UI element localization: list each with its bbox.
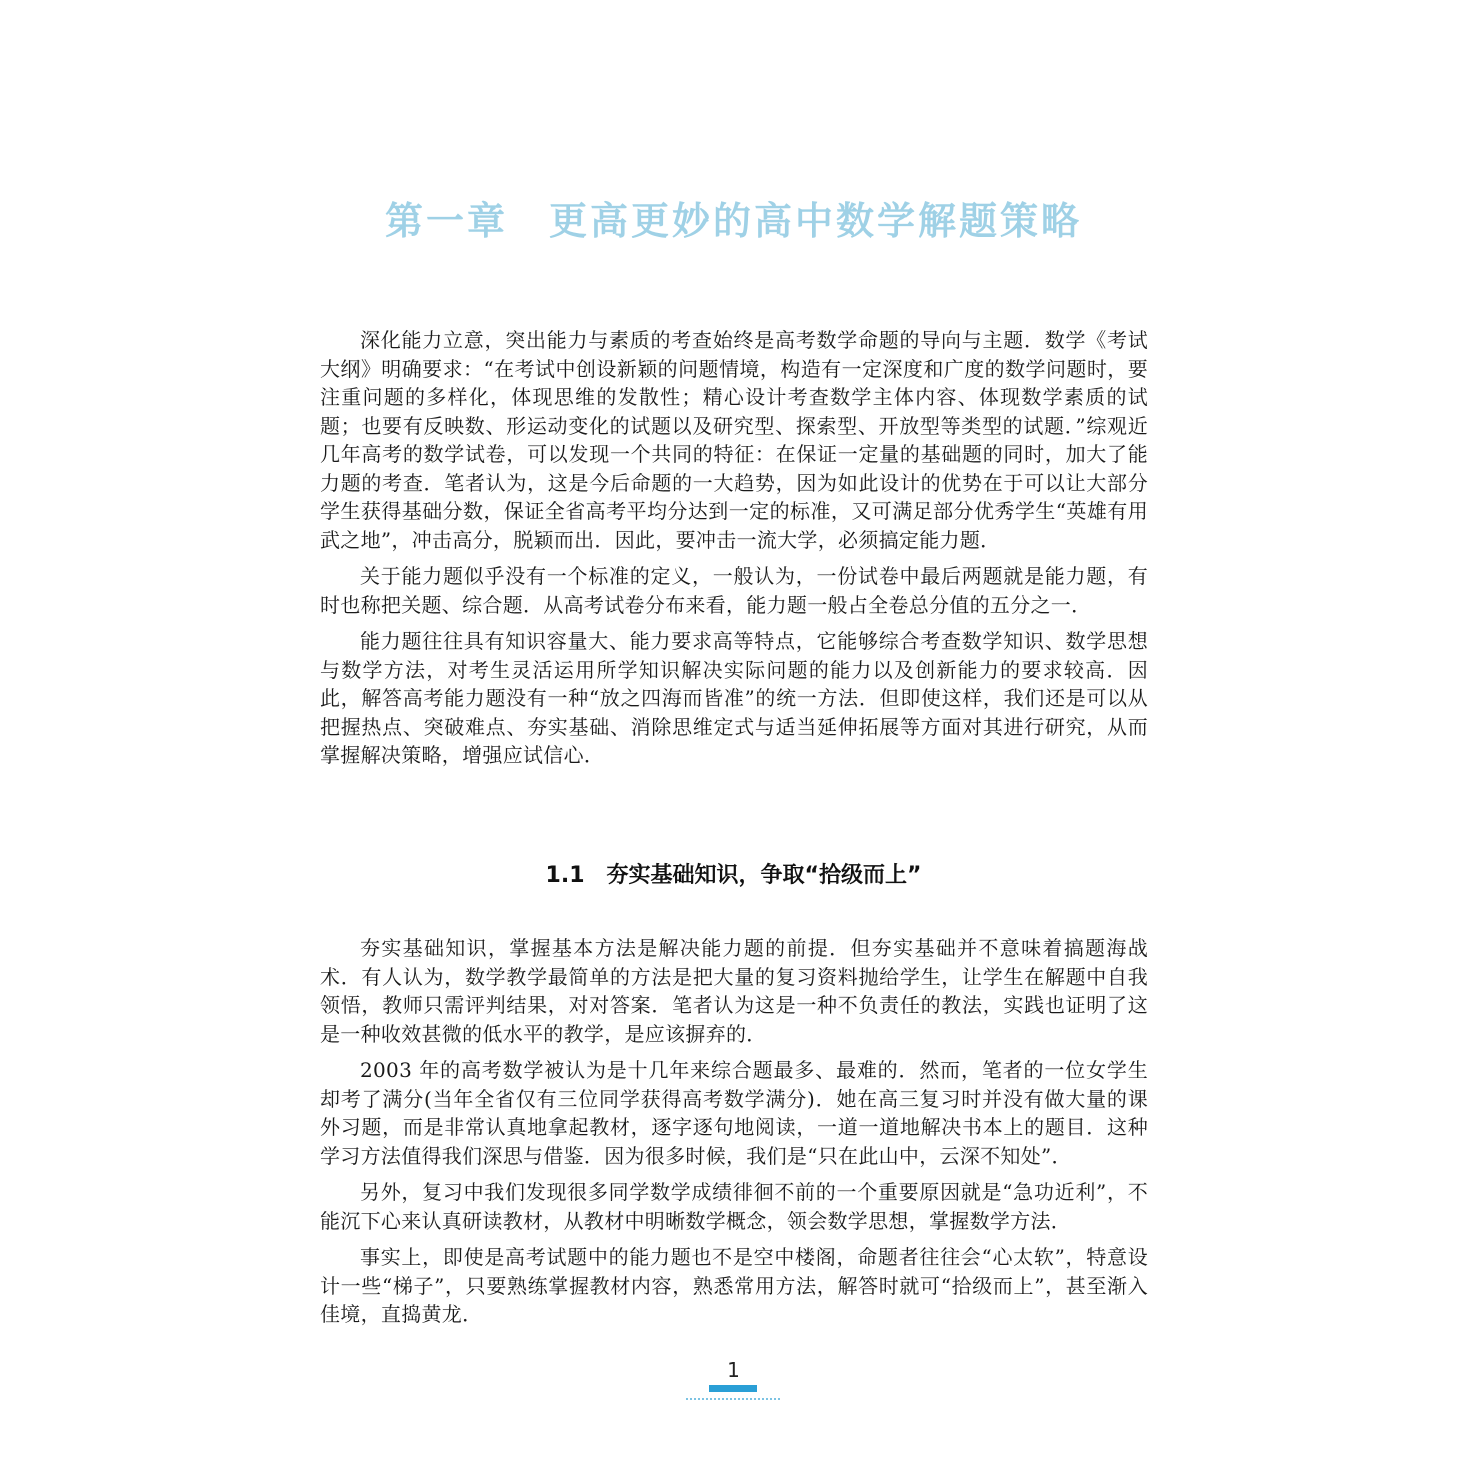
section-paragraph-2: 2003 年的高考数学被认为是十几年来综合题最多、最难的．然而，笔者的一位女学生却考了满分(当年全省仅有三位同学获得高考数学满分)．她在高三复习时并没有做大量的课外习题，而是非常认真地拿起教材，逐字逐句地阅读，一道一道地解决书本上的题目．这种学习方法值得我们深思与借鉴．因为很多时候，我们是“只在此山中，云深不知处”． [320,1058,1148,1168]
chapter-title: 第一章 更高更妙的高中数学解题策略 [384,198,1082,243]
section-title: 夯实基础知识，争取“拾级而上” [606,863,922,888]
page-number-bar [709,1385,757,1392]
page-number-dotted-line [686,1398,780,1400]
section-heading [0,858,1467,889]
section-number: 1.1 [545,863,585,888]
intro-text [320,326,1148,770]
intro-paragraph-1: 深化能力立意，突出能力与素质的考查始终是高考数学命题的导向与主题．数学《考试大纲》明确要求：“在考试中创设新颖的问题情境，构造有一定深度和广度的数学问题时，要注重问题的多样化，体现思维的发散性；精心设计考查数学主体内容、体现数学素质的试题；也要有反映数、形运动变化的试题以及研究型、探索型、开放型等类型的试题．”综观近几年高考的数学试卷，可以发现一个共同的特征：在保证一定量的基础题的同时，加大了能力题的考查．笔者认为，这是今后命题的一大趋势，因为如此设计的优势在于可以让大部分学生获得基础分数，保证全省高考平均分达到一定的标准，又可满足部分优秀学生“英雄有用武之地”，冲击高分，脱颖而出．因此，要冲击一流大学，必须搞定能力题． [320,328,1148,552]
section-text [320,934,1148,1329]
intro-paragraph-3: 能力题往往具有知识容量大、能力要求高等特点，它能够综合考查数学知识、数学思想与数学方法，对考生灵活运用所学知识解决实际问题的能力以及创新能力的要求较高．因此，解答高考能力题没有一种“放之四海而皆准”的统一方法．但即使这样，我们还是可以从把握热点、突破难点、夯实基础、消除思维定式与适当延伸拓展等方面对其进行研究，从而掌握解决策略，增强应试信心． [320,629,1148,767]
section-paragraph-1: 夯实基础知识，掌握基本方法是解决能力题的前提．但夯实基础并不意味着搞题海战术．有人认为，数学教学最简单的方法是把大量的复习资料抛给学生，让学生在解题中自我领悟，教师只需评判结果，对对答案．笔者认为这是一种不负责任的教法，实践也证明了这是一种收效甚微的低水平的教学，是应该摒弃的． [320,936,1148,1046]
section-paragraph-3: 另外，复习中我们发现很多同学数学成绩徘徊不前的一个重要原因就是“急功近利”，不能沉下心来认真研读教材，从教材中明晰数学概念，领会数学思想，掌握数学方法． [320,1180,1148,1233]
intro-paragraph-2: 关于能力题似乎没有一个标准的定义，一般认为，一份试卷中最后两题就是能力题，有时也称把关题、综合题．从高考试卷分布来看，能力题一般占全卷总分值的五分之一． [320,564,1148,617]
page-number: 1 [727,1358,740,1382]
section-paragraph-4: 事实上，即使是高考试题中的能力题也不是空中楼阁，命题者往往会“心太软”，特意设计一些“梯子”，只要熟练掌握教材内容，熟悉常用方法，解答时就可“拾级而上”，甚至渐入佳境，直捣黄龙． [320,1245,1148,1326]
